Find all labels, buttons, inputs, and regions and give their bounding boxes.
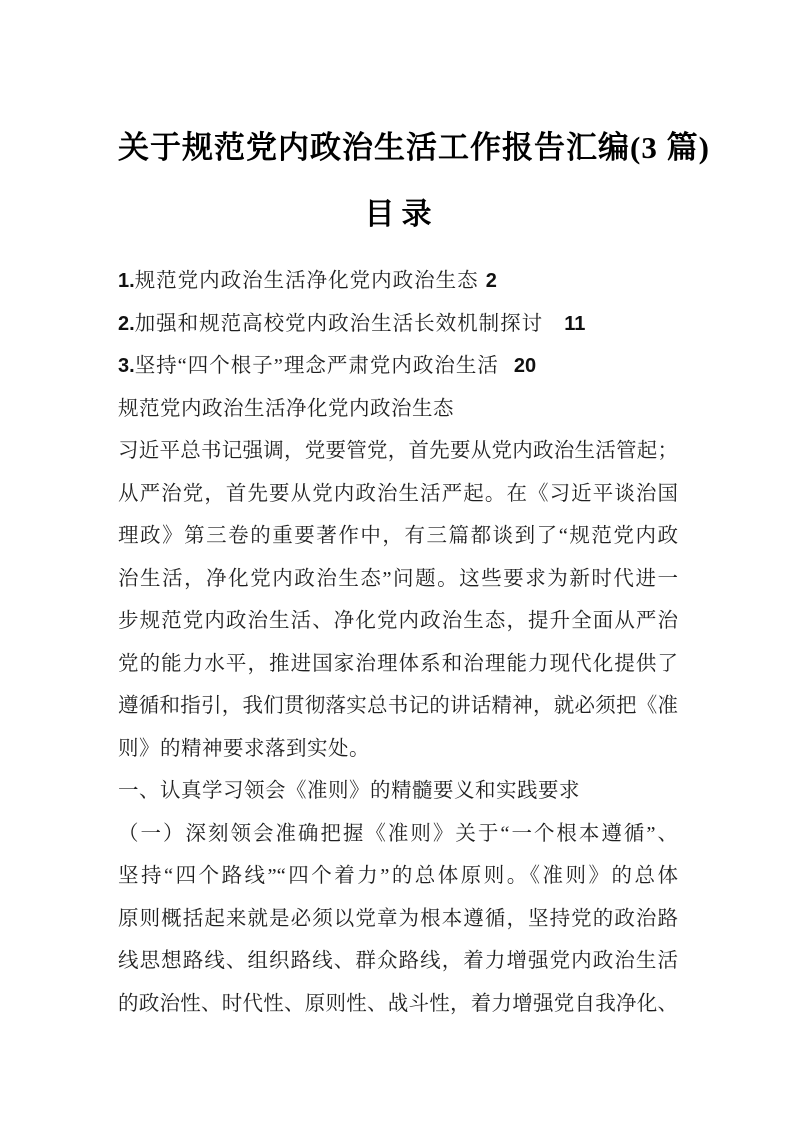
toc-item-label: 坚持“四个根子”理念严肃党内政治生活 xyxy=(134,355,499,377)
body-line: 线思想路线、组织路线、群众路线，着力增强党内政治生活 xyxy=(118,950,678,972)
body-line: 治生活，净化党内政治生态”问题。这些要求为新时代进一 xyxy=(118,567,678,590)
toc-item-page: 11 xyxy=(564,312,586,335)
document-title: 关于规范党内政治生活工作报告汇编(3 篇) xyxy=(118,130,710,165)
toc-item-page: 2 xyxy=(485,270,497,292)
toc-item-number: 2. xyxy=(118,312,135,335)
body-line: 党的能力水平，推进国家治理体系和治理能力现代化提供了 xyxy=(118,652,678,675)
toc-item xyxy=(118,303,678,346)
toc-heading: 目录 xyxy=(364,198,439,231)
body-line: 坚持“四个路线”“四个着力”的总体原则。《准则》的总体 xyxy=(118,865,678,887)
body-line: 原则概括起来就是必须以党章为根本遵循，坚持党的政治路 xyxy=(118,907,678,930)
body-line: 的政治性、时代性、原则性、战斗性，着力增强党自我净化、 xyxy=(118,992,678,1015)
body-line: 一、认真学习领会《准则》的精髓要义和实践要求 xyxy=(118,780,580,802)
body-line: 步规范党内政治生活、净化党内政治生态，提升全面从严治 xyxy=(118,610,678,632)
body-line: 则》的精神要求落到实处。 xyxy=(118,737,370,760)
toc-item-label: 规范党内政治生活净化党内政治生态 xyxy=(134,270,479,292)
body-line: 理政》第三卷的重要著作中，有三篇都谈到了“规范党内政 xyxy=(118,525,678,547)
toc-item xyxy=(118,260,678,303)
toc-item-page: 20 xyxy=(513,355,537,377)
body-line: 从严治党，首先要从党内政治生活严起。在《习近平谈治国 xyxy=(118,482,678,505)
document-content xyxy=(118,260,678,1025)
toc-item-label: 加强和规范高校党内政治生活长效机制探讨 xyxy=(134,312,544,335)
body-line: 遵循和指引，我们贯彻落实总书记的讲话精神，就必须把《准 xyxy=(118,695,678,717)
body-line: 习近平总书记强调，党要管党，首先要从党内政治生活管起； xyxy=(118,440,678,462)
toc-item-number: 1. xyxy=(118,270,135,292)
section-heading: 规范党内政治生活净化党内政治生态 xyxy=(118,397,454,420)
body-line: （一）深刻领会准确把握《准则》关于“一个根本遵循”、 xyxy=(118,822,678,845)
toc-item xyxy=(118,345,678,388)
toc-item-number: 3. xyxy=(118,355,135,377)
